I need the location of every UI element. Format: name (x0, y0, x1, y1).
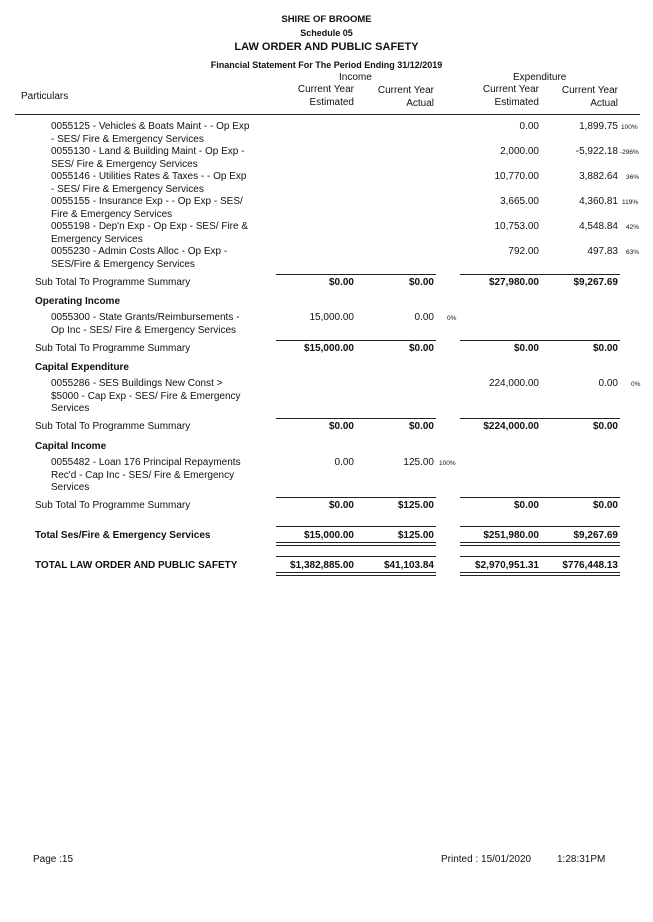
org-name: SHIRE OF BROOME (281, 14, 372, 25)
subtotal-rule-income (276, 497, 436, 498)
exp-act-header-2: Actual (590, 98, 618, 109)
grand-double-rule-income (276, 572, 436, 576)
page-number: Page :15 (33, 854, 74, 865)
exp-est-header-1: Current Year (482, 84, 539, 95)
exp-est-header-2: Estimated (494, 97, 539, 108)
printed-time: 1:28:31PM (557, 854, 606, 865)
double-rule-expenditure (460, 542, 620, 546)
subtotal-rule-expenditure (460, 274, 620, 275)
period-label: Financial Statement For The Period Ending 31/12/2019 (210, 60, 443, 70)
inc-est-header-1: Current Year (297, 84, 354, 95)
income-group-header: Income (339, 72, 372, 83)
expenditure-group-header: Expenditure (513, 72, 567, 83)
printed-date: Printed : 15/01/2020 (441, 854, 532, 865)
section-heading-capital-expenditure: Capital Expenditure (35, 362, 129, 373)
subtotal-rule-income (276, 340, 436, 341)
subtotal-rule-expenditure (460, 418, 620, 419)
inc-act-header-2: Actual (406, 98, 434, 109)
section-heading-capital-income: Capital Income (35, 441, 107, 452)
exp-act-header-1: Current Year (561, 85, 618, 96)
double-rule-income (276, 542, 436, 546)
total-rule-income (276, 526, 436, 527)
schedule-label: Schedule 05 (300, 28, 353, 38)
header-rule (15, 114, 640, 115)
grand-total-rule-expenditure (460, 556, 620, 557)
grand-double-rule-expenditure (460, 572, 620, 576)
report-page: SHIRE OF BROOME Schedule 05 LAW ORDER AND PUBLIC SAFETY Financial Statement For The Period Ending 31/12/2019 Income Expenditure Particulars Current Year Estimated Current Year Actual Current Year Estimated Current Year Actual 0055125 - Vehicles & Boats Maint - - Op Exp - SES/ Fire & Emergency Services 0.00 1,899.75 100% 0055130 - Land & Building Maint - Op Exp - SES/ Fire & Emergency Services 2,000.00 -5,922.18 -296% 0055146 - Utilities Rates & Taxes - - Op Exp - SES/ Fire & Emergency Services 10,770.00 3,882.64 36% 0055155 - Insurance Exp - - Op Exp - SES/ Fire & Emergency Services 3,665.00 4,360.81 119% 0055198 - Dep'n Exp - Op Exp - SES/ Fire & Emergency Services 10,753.00 4,548.84 42% 0055230 - Admin Costs Alloc - Op Exp - SES/Fire & Emergency Services 792.00 497.83 63% Sub Total To Programme Summary $0.00 $0.00 $27,980.00 $9,267.69 Operating Income 0055300 - State Grants/Reimbursements - Op Inc - SES/ Fire & Emergency Services 15,000.00 0.00 0% Sub Total To Programme Summary $15,000.00 $0.00 $0.00 $0.00 Capital Expenditure 0055286 - SES Buildings New Const > $5000 - Cap Exp - SES/ Fire & Emergency Services 224,000.00 0.00 0% Sub Total To Programme Summary $0.00 $0.00 $224,000.00 $0.00 Capital Income 0055482 - Loan 176 Principal Repayments Rec'd - Cap Inc - SES/ Fire & Emergency Services 0.00 125.00 100% Sub Total To Programme Summary $0.00 $125.00 $0.00 $0.00 Total Ses/Fire & Emergency Services $15,000.00 $125.00 $251,980.00 $9,267.69 TOTAL LAW ORDER AND PUBLIC SAFETY $1,382,885.00 $41,103.84 $2,970,951.31 $776,448.13 Page :15 Printed : 15/01/2020 1:28:31PM (0, 0, 653, 922)
subtotal-rule-expenditure (460, 497, 620, 498)
section-heading-operating-income: Operating Income (35, 296, 121, 307)
subtotal-rule-expenditure (460, 340, 620, 341)
inc-act-header-1: Current Year (377, 85, 434, 96)
inc-est-header-2: Estimated (309, 97, 354, 108)
report-title: LAW ORDER AND PUBLIC SAFETY (234, 41, 419, 53)
subtotal-rule-income (276, 274, 436, 275)
total-rule-expenditure (460, 526, 620, 527)
grand-total-rule-income (276, 556, 436, 557)
particulars-header: Particulars (21, 91, 69, 102)
subtotal-rule-income (276, 418, 436, 419)
